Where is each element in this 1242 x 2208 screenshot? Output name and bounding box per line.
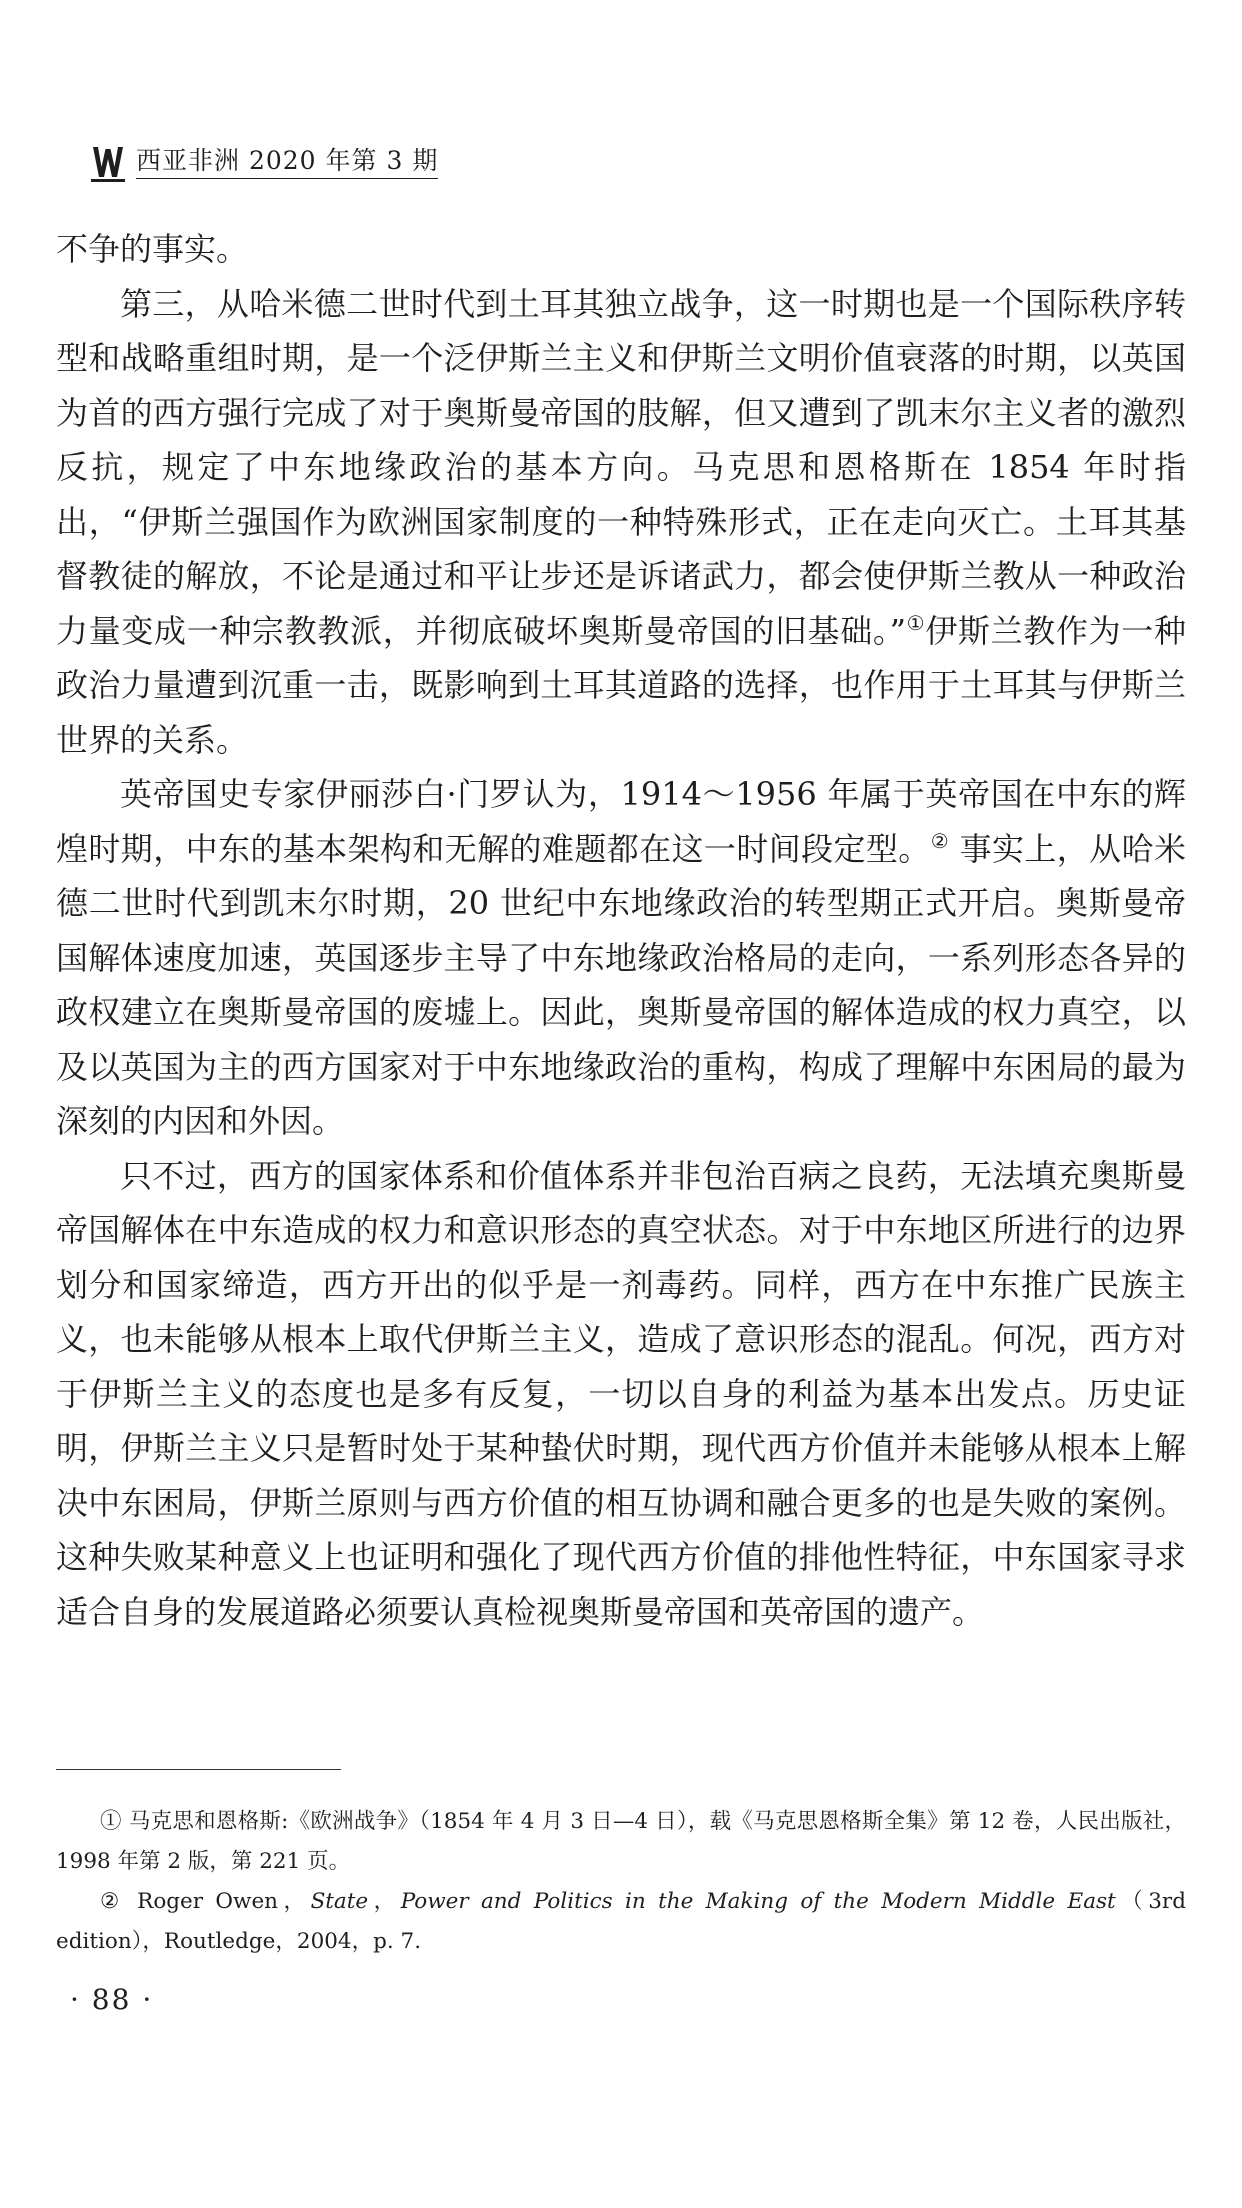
journal-logo-icon [90, 143, 126, 183]
paragraph-1 [56, 277, 1186, 768]
footnote-2-title-1: State [310, 1889, 369, 1914]
paragraph-3: 只不过，西方的国家体系和价值体系并非包治百病之良药，无法填充奥斯曼帝国解体在中东造成的权力和意识形态的真空状态。对于中东地区所进行的边界划分和国家缔造，西方开出的似乎是一剂毒药。同样，西方在中东推广民族主义，也未能够从根本上取代伊斯兰主义，造成了意识形态的混乱。何况，西方对于伊斯兰主义的态度也是多有反复，一切以自身的利益为基本出发点。历史证明，伊斯兰主义只是暂时处于某种蛰伏时期，现代西方价值并未能够从根本上解决中东困局，伊斯兰原则与西方价值的相互协调和融合更多的也是失败的案例。这种失败某种意义上也证明和强化了现代西方价值的排他性特征，中东国家寻求适合自身的发展道路必须要认真检视奥斯曼帝国和英帝国的遗产。 [56, 1156, 1186, 1631]
footnote-ref-1[interactable]: ① [905, 610, 926, 635]
paragraph-2-text-a: 英帝国史专家伊丽莎白·门罗认为，1914～1956 年属于英帝国在中东的辉煌时期，中东的基本架构和无解的难题都在这一时间段定型。 [56, 775, 1186, 868]
journal-title: 西亚非洲 2020 年第 3 期 [136, 147, 438, 179]
footnote-ref-2[interactable]: ② [930, 828, 950, 853]
paragraph-continuation: 不争的事实。 [56, 230, 249, 268]
article-body [56, 222, 1186, 1639]
footnote-1: ① 马克思和恩格斯:《欧洲战争》（1854 年 4 月 3 日—4 日），载《马克思恩格斯全集》第 12 卷，人民出版社，1998 年第 2 版，第 221 页。 [56, 1809, 1186, 1874]
footnote-2-suffix: （3rd edition），Routledge，2004，p. 7. [56, 1889, 1186, 1954]
footnote-2-prefix: ② Roger Owen， [100, 1889, 311, 1914]
paragraph-2 [56, 767, 1186, 1149]
page-number: · 88 · [70, 1983, 154, 2016]
footnote-divider [56, 1769, 341, 1770]
footnote-2 [56, 1882, 1186, 1962]
footnotes [56, 1802, 1186, 1962]
paragraph-1-text-b: 伊斯兰教作为一种政治力量遭到沉重一击，既影响到土耳其道路的选择，也作用于土耳其与伊斯兰世界的关系。 [56, 611, 1186, 759]
paragraph-1-text-a: 第三，从哈米德二世时代到土耳其独立战争，这一时期也是一个国际秩序转型和战略重组时期，是一个泛伊斯兰主义和伊斯兰文明价值衰落的时期，以英国为首的西方强行完成了对于奥斯曼帝国的肢解，但又遭到了凯末尔主义者的激烈反抗，规定了中东地缘政治的基本方向。马克思和恩格斯在 1854 年时指出，“伊斯兰强国作为欧洲国家制度的一种特殊形式，正在走向灭亡。土耳其基督教徒的解放，不论是通过和平让步还是诉诸武力，都会使伊斯兰教从一种政治力量变成一种宗教教派，并彻底破坏奥斯曼帝国的旧基础。” [56, 284, 1186, 650]
running-header [90, 143, 438, 183]
footnote-2-title-2: Power and Politics in the Making of the Modern Middle East [400, 1889, 1116, 1914]
footnote-2-separator: ， [368, 1889, 401, 1914]
paragraph-2-text-b: 事实上，从哈米德二世时代到凯末尔时期，20 世纪中东地缘政治的转型期正式开启。奥斯曼帝国解体速度加速，英国逐步主导了中东地缘政治格局的走向，一系列形态各异的政权建立在奥斯曼帝国的废墟上。因此，奥斯曼帝国的解体造成的权力真空，以及以英国为主的西方国家对于中东地缘政治的重构，构成了理解中东困局的最为深刻的内因和外因。 [56, 829, 1186, 1140]
